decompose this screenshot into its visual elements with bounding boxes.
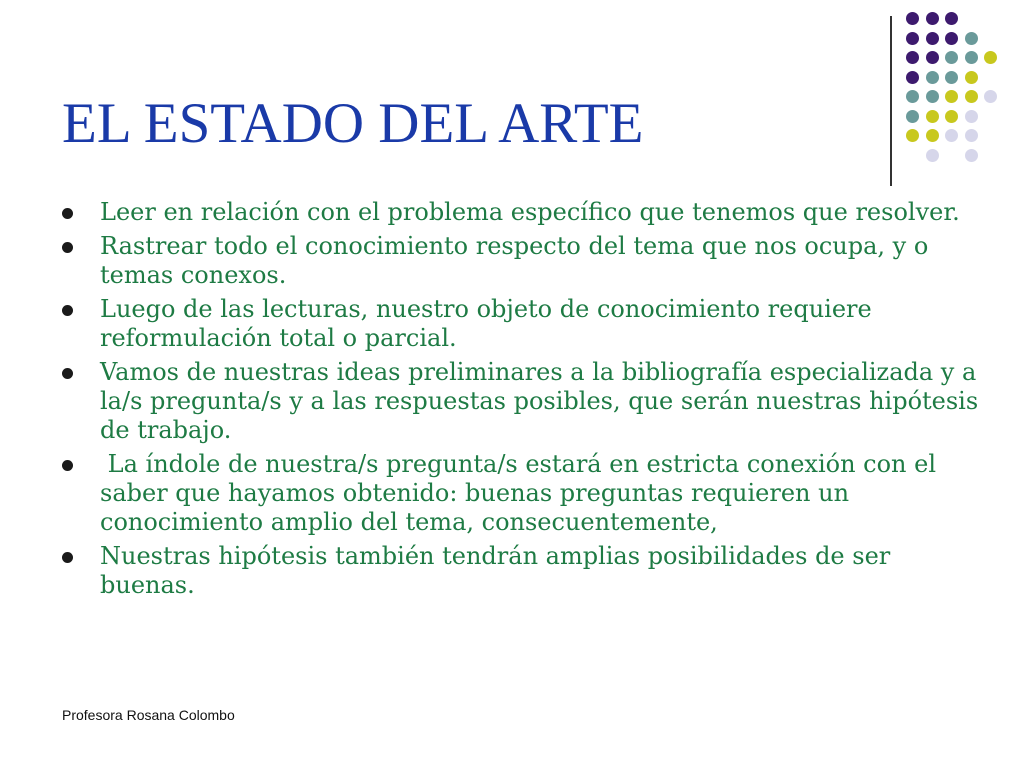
decorative-dot: [926, 129, 939, 142]
bullet-item: [62, 542, 982, 600]
bullet-item: [62, 295, 982, 353]
decorative-dot: [906, 90, 919, 103]
bullet-text: Leer en relación con el problema específico que tenemos que resolver.: [100, 198, 960, 226]
bullet-dot-icon: [62, 305, 73, 316]
decorative-dot: [926, 110, 939, 123]
bullet-item: [62, 198, 982, 227]
bullet-item: [62, 450, 982, 537]
decorative-dot: [965, 110, 978, 123]
decorative-dot: [965, 51, 978, 64]
decorative-dot: [926, 12, 939, 25]
decorative-dot: [926, 149, 939, 162]
bullet-list: [62, 198, 982, 605]
decorative-dot: [965, 71, 978, 84]
bullet-text: Nuestras hipótesis también tendrán amplias posibilidades de ser buenas.: [100, 542, 891, 599]
bullet-dot-icon: [62, 208, 73, 219]
decorative-dot: [906, 110, 919, 123]
decorative-dot: [965, 90, 978, 103]
decorative-dot: [965, 129, 978, 142]
bullet-text: Rastrear todo el conocimiento respecto del tema que nos ocupa, y o temas conexos.: [100, 232, 929, 289]
decorative-dot-grid: [906, 12, 1016, 172]
bullet-text: Vamos de nuestras ideas preliminares a la bibliografía especializada y a la/s pregunta/s y a las respuestas posibles, que serán nuestras hipótesis de trabajo.: [100, 358, 979, 444]
vertical-divider: [890, 16, 892, 186]
bullet-dot-icon: [62, 242, 73, 253]
decorative-dot: [926, 90, 939, 103]
bullet-text: Luego de las lecturas, nuestro objeto de conocimiento requiere reformulación total o parcial.: [100, 295, 872, 352]
decorative-dot: [965, 32, 978, 45]
decorative-dot: [945, 32, 958, 45]
footer-author: Profesora Rosana Colombo: [62, 707, 235, 723]
decorative-dot: [945, 110, 958, 123]
decorative-dot: [945, 51, 958, 64]
decorative-dot: [926, 51, 939, 64]
bullet-dot-icon: [62, 368, 73, 379]
bullet-item: [62, 232, 982, 290]
decorative-dot: [906, 32, 919, 45]
decorative-dot: [906, 71, 919, 84]
decorative-dot: [926, 32, 939, 45]
decorative-dot: [906, 12, 919, 25]
decorative-dot: [945, 12, 958, 25]
slide-title: EL ESTADO DEL ARTE: [62, 92, 644, 155]
decorative-dot: [945, 129, 958, 142]
decorative-dot: [906, 51, 919, 64]
bullet-dot-icon: [62, 460, 73, 471]
decorative-dot: [984, 51, 997, 64]
bullet-dot-icon: [62, 552, 73, 563]
decorative-dot: [906, 129, 919, 142]
decorative-dot: [945, 90, 958, 103]
decorative-dot: [945, 71, 958, 84]
bullet-text: La índole de nuestra/s pregunta/s estará en estricta conexión con el saber que hayamos obtenido: buenas preguntas requieren un conocimiento amplio del tema, consecuentemente,: [100, 450, 944, 536]
decorative-dot: [984, 90, 997, 103]
decorative-dot: [965, 149, 978, 162]
bullet-item: [62, 358, 982, 445]
decorative-dot: [926, 71, 939, 84]
